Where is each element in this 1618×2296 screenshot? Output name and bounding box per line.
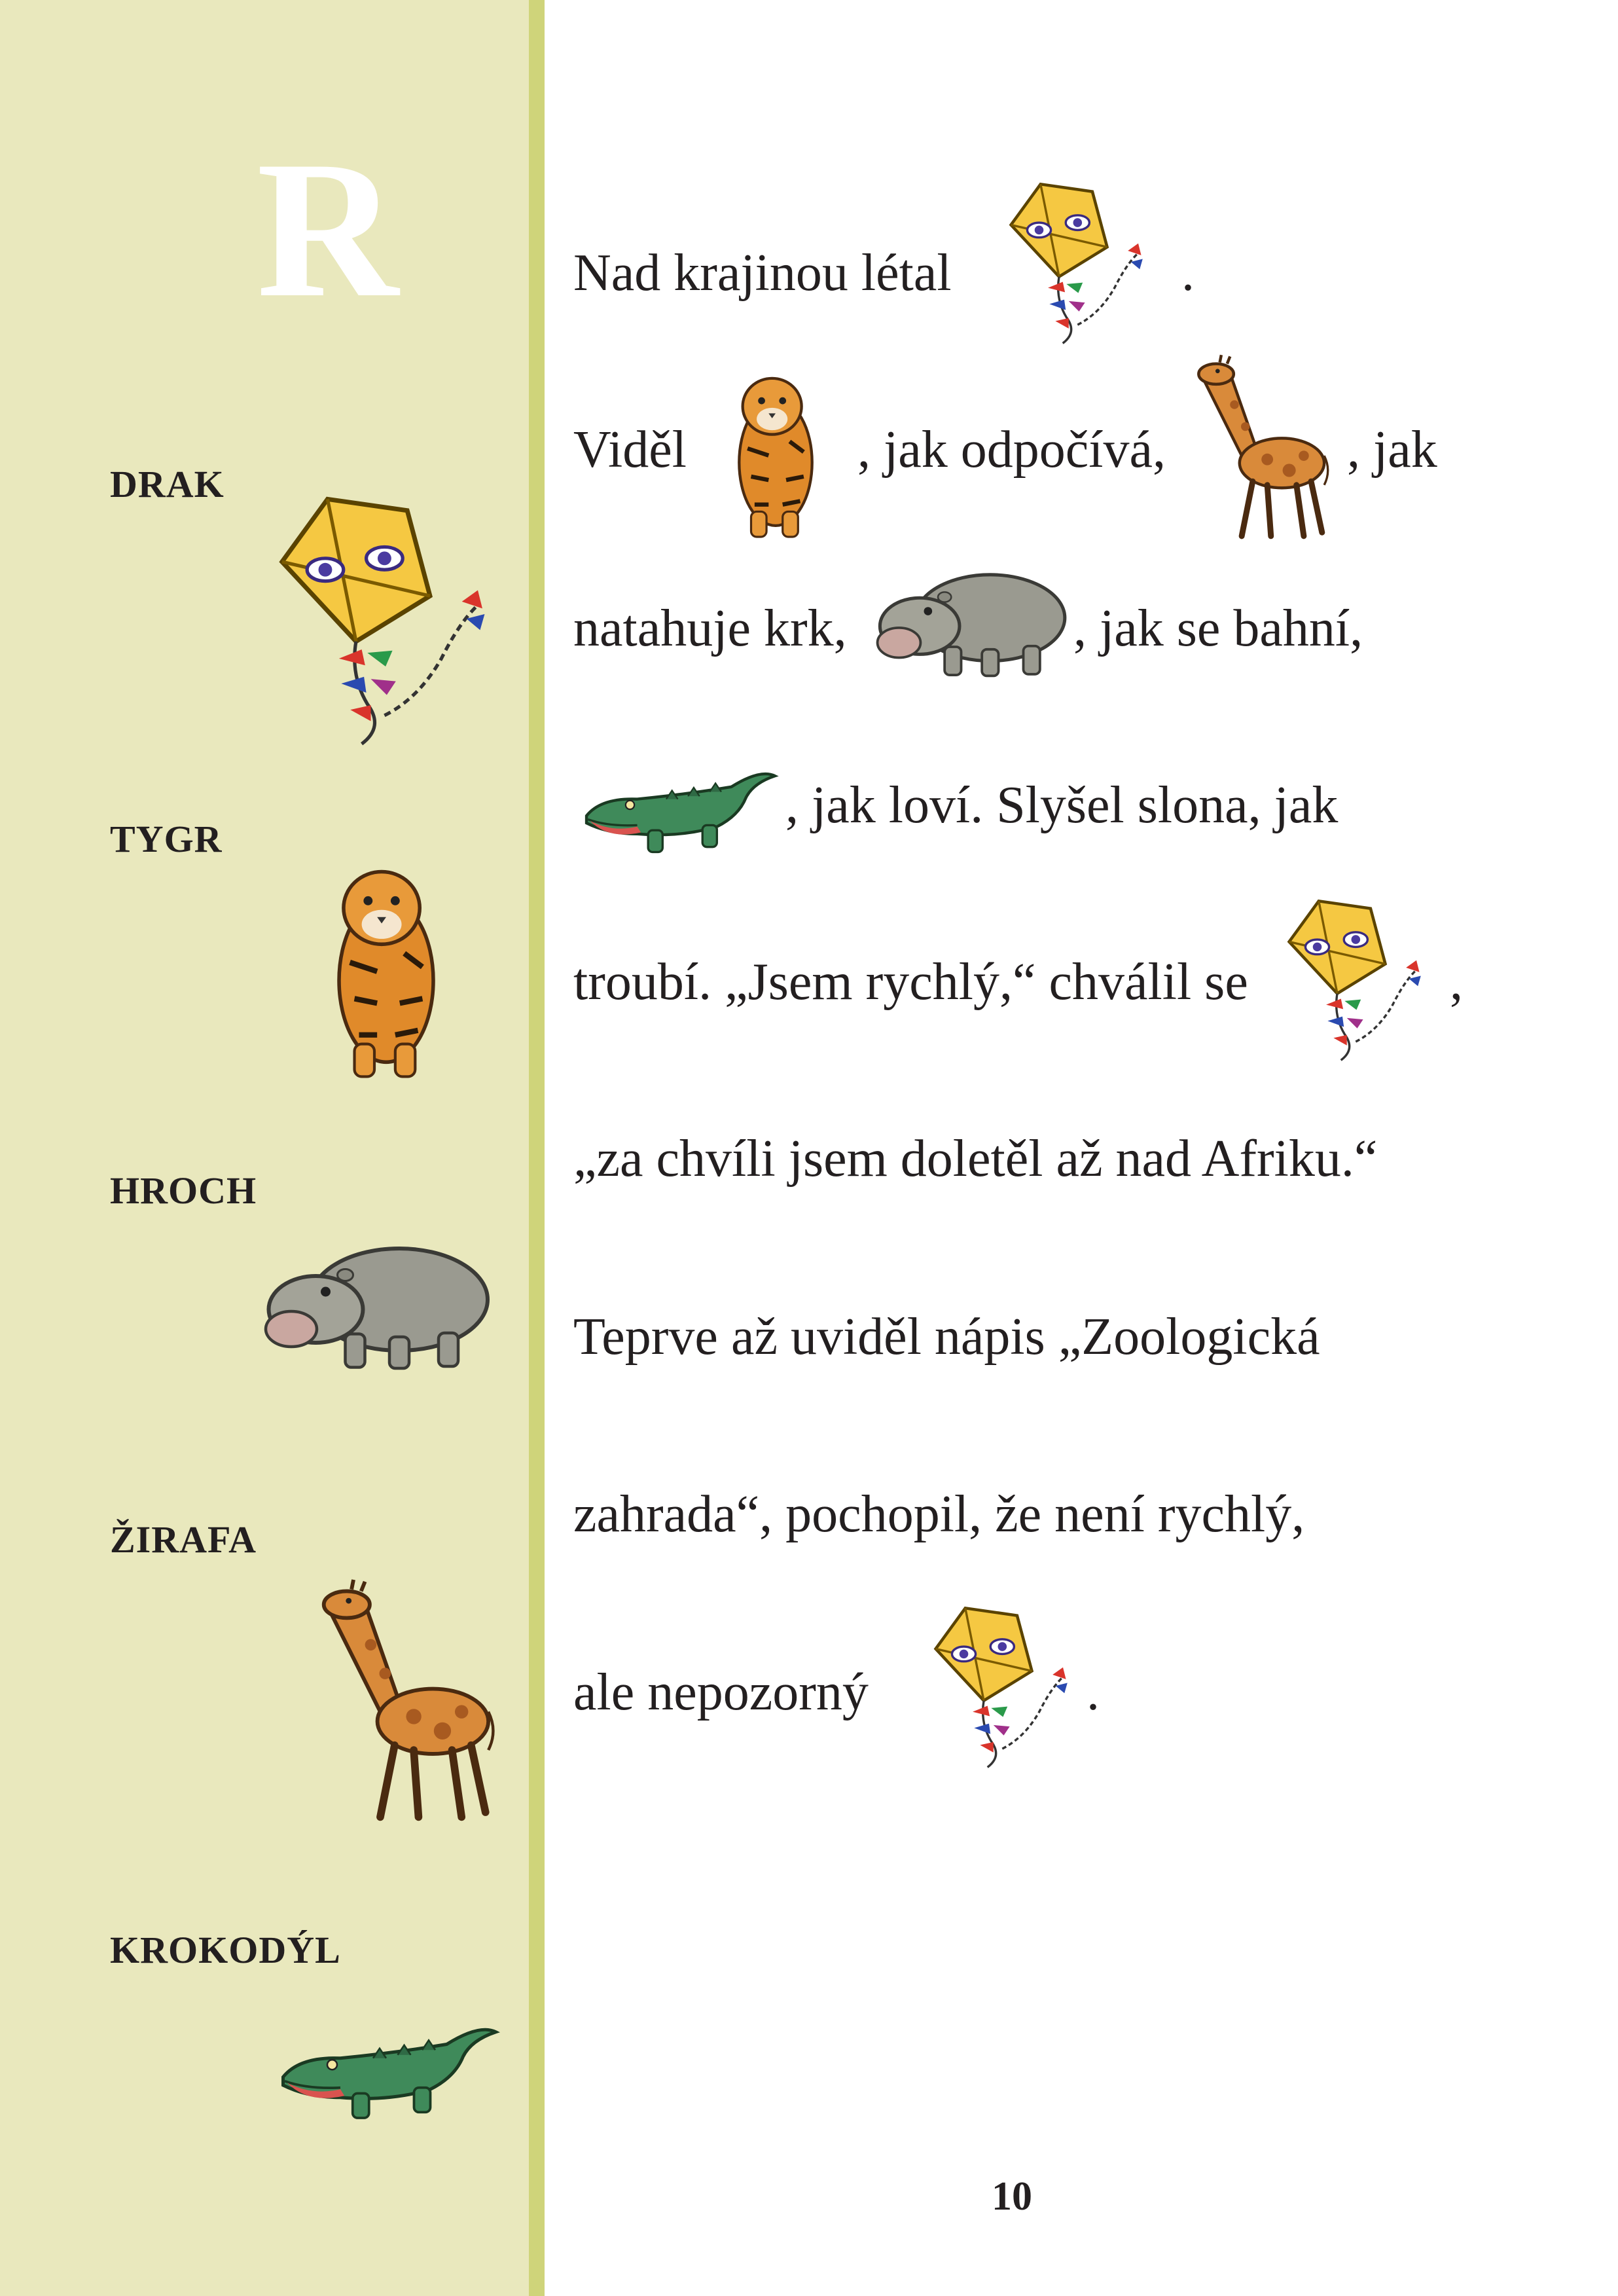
kite-icon [982, 177, 1159, 347]
crocodile-icon [579, 750, 782, 867]
kite-icon [1260, 894, 1437, 1064]
hippo-icon [262, 1231, 497, 1378]
story-text: , jak [1347, 421, 1437, 479]
hippo-icon [874, 560, 1073, 684]
story-text: zahrada“, pochopil, že není rychlý, [573, 1485, 1305, 1543]
story-text: Nad krajinou létal [573, 244, 952, 302]
story-line-1 [573, 244, 952, 303]
page-number: 10 [992, 2174, 1032, 2219]
story-text: natahuje krk, [573, 600, 847, 657]
story-text: Viděl [573, 421, 687, 479]
vocab-label-tygr: TYGR [110, 818, 223, 860]
story-text: . [1181, 244, 1195, 302]
tiger-icon [321, 845, 452, 1080]
story-text: Teprve až uviděl nápis „Zoologická [573, 1308, 1320, 1366]
vocab-label-hroch: HROCH [110, 1169, 257, 1212]
vocab-label-drak: DRAK [110, 463, 225, 505]
kite-icon [907, 1601, 1083, 1771]
vocab-label-zirafa: ŽIRAFA [110, 1518, 257, 1561]
giraffe-icon [304, 1578, 504, 1827]
vocab-label-krokodyl: KROKODÝL [110, 1929, 341, 1971]
story-text: , [1450, 953, 1463, 1011]
story-text: , jak odpočívá, [857, 421, 1166, 479]
story-text: troubí. „Jsem rychlý,“ chválil se [573, 953, 1248, 1011]
story-text: „za chvíli jsem doletěl až nad Afriku.“ [573, 1130, 1378, 1188]
story-text: , jak loví. Slyšel slona, jak [785, 776, 1339, 834]
giraffe-icon [1181, 354, 1339, 543]
tiger-icon [727, 354, 825, 543]
crocodile-icon [275, 2003, 504, 2134]
story-text: , jak se bahní, [1073, 600, 1363, 657]
sidebar-divider [529, 0, 545, 2296]
kite-icon [242, 488, 504, 750]
story-text: ale nepozorný [573, 1664, 869, 1721]
story-text: . [1087, 1664, 1100, 1721]
chapter-letter: R [257, 120, 399, 338]
